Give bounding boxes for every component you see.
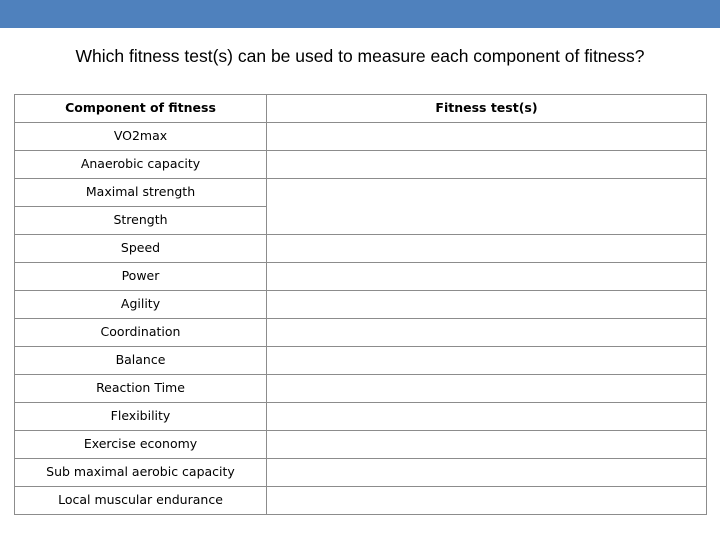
table-row: [15, 459, 707, 487]
table-row: [15, 123, 707, 151]
component-cell: Strength: [15, 207, 267, 235]
fitness-test-cell[interactable]: [267, 235, 707, 263]
fitness-test-cell[interactable]: [267, 123, 707, 151]
component-cell: Exercise economy: [15, 431, 267, 459]
component-cell: Balance: [15, 347, 267, 375]
component-cell: Sub maximal aerobic capacity: [15, 459, 267, 487]
table-row: [15, 487, 707, 515]
fitness-test-cell[interactable]: [267, 375, 707, 403]
header-bar: [0, 0, 720, 28]
page-title: Which fitness test(s) can be used to measure each component of fitness?: [75, 46, 645, 66]
table-row: [15, 347, 707, 375]
component-cell: Speed: [15, 235, 267, 263]
fitness-test-cell[interactable]: [267, 431, 707, 459]
table-row: [15, 319, 707, 347]
fitness-test-cell[interactable]: [267, 459, 707, 487]
component-cell: Reaction Time: [15, 375, 267, 403]
component-cell: Agility: [15, 291, 267, 319]
fitness-test-cell[interactable]: [267, 347, 707, 375]
fitness-test-cell[interactable]: [267, 403, 707, 431]
table-row: [15, 431, 707, 459]
component-cell: Power: [15, 263, 267, 291]
component-cell: Coordination: [15, 319, 267, 347]
fitness-test-cell[interactable]: [267, 179, 707, 235]
fitness-test-cell[interactable]: [267, 263, 707, 291]
header-fitness-tests: Fitness test(s): [267, 95, 707, 123]
table-header-row: [15, 95, 707, 123]
fitness-test-cell[interactable]: [267, 487, 707, 515]
component-cell: Anaerobic capacity: [15, 151, 267, 179]
table-row: [15, 151, 707, 179]
table-row: [15, 235, 707, 263]
component-cell: VO2max: [15, 123, 267, 151]
fitness-table: [14, 94, 707, 515]
header-component-of-fitness: Component of fitness: [15, 95, 267, 123]
table-row: [15, 263, 707, 291]
fitness-test-cell[interactable]: [267, 291, 707, 319]
table-row: [15, 291, 707, 319]
table-row: [15, 375, 707, 403]
component-cell: Maximal strength: [15, 179, 267, 207]
table-row: [15, 403, 707, 431]
fitness-test-cell[interactable]: [267, 151, 707, 179]
fitness-test-cell[interactable]: [267, 319, 707, 347]
component-cell: Local muscular endurance: [15, 487, 267, 515]
table-row: [15, 179, 707, 207]
component-cell: Flexibility: [15, 403, 267, 431]
